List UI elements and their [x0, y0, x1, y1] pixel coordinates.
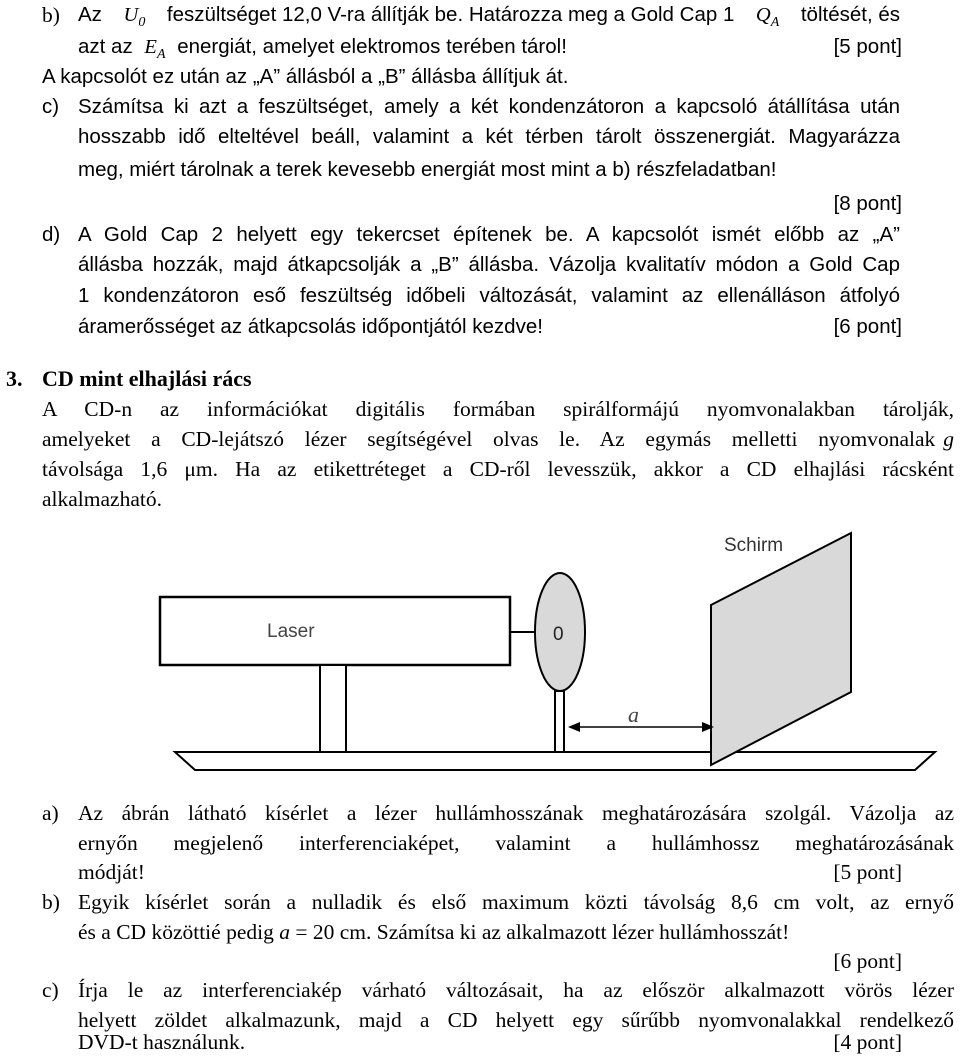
- question-a-line-2: ernyőn megjelenő interferenciaképet, valamint a hullámhossz meghatározásának: [78, 831, 954, 855]
- screen-label: Schirm: [724, 535, 784, 556]
- part-b-text-d: azt az: [78, 35, 133, 58]
- question-b-points: [6 pont]: [833, 949, 902, 973]
- question-c-line-2: helyett zöldet alkalmazunk, majd a CD helyett egy sűrűbb nyomvonalakkal rendelkező: [78, 1008, 954, 1032]
- optical-bench: [175, 752, 935, 770]
- voltage-symbol: $U_0$: [123, 4, 146, 31]
- intro-line-1: A CD-n az információkat digitális formában spirálformájú nyomvonalakban tárolják,: [42, 397, 954, 421]
- part-d-label: d): [42, 223, 61, 246]
- part-c-points: [8 pont]: [833, 192, 902, 215]
- part-b-text-e: energiát, amelyet elektromos terében tárol!: [177, 35, 567, 58]
- part-d-points: [6 pont]: [833, 315, 902, 338]
- question-c-line-3: DVD-t használunk.: [78, 1030, 246, 1054]
- part-c-line-1: Számítsa ki azt a feszültséget, amely a két kondenzátoron a kapcsoló átállítása után: [78, 95, 900, 118]
- question-b-line-1: Egyik kísérlet során a nulladik és első maximum közti távolság 8,6 cm volt, az ernyő: [78, 890, 954, 914]
- laser-label: Laser: [267, 621, 315, 642]
- intro-line-4: alkalmazható.: [42, 487, 162, 511]
- distance-label: a: [628, 702, 639, 727]
- intro-line-2: amelyeket a CD-lejátszó lézer segítségével olvas le. Az egymás melletti nyomvonalak: [42, 427, 936, 451]
- intro-line-3: távolsága 1,6 μm. Ha az etikettréteget a CD-ről levesszük, akkor a CD elhajlási rácsként: [42, 457, 954, 481]
- track-spacing-symbol: g: [943, 427, 954, 451]
- part-d-line-1: A Gold Cap 2 helyett egy tekercset építenek be. A kapcsolót ismét előbb az „A”: [78, 223, 900, 246]
- laser-body: [160, 597, 510, 665]
- part-d-line-2: állásba hozzák, majd átkapcsolják a „B” állásba. Vázolja kvalitatív módon a Gold Cap: [78, 253, 900, 276]
- part-b-label: b): [42, 3, 60, 27]
- question-a-line-3: módját!: [78, 860, 145, 884]
- part-b-text-b: feszültséget 12,0 V-ra állítják be. Határozza meg a Gold Cap 1: [166, 3, 735, 26]
- switch-instruction: A kapcsolót ez után az „A” állásból a „B” állásba állítjuk át.: [42, 65, 569, 88]
- section-number: 3.: [6, 366, 23, 391]
- question-b-line-2: [78, 917, 960, 947]
- part-c-line-3: meg, miért tárolnak a terek kevesebb energiát most mint a b) részfeladatban!: [78, 158, 777, 181]
- laser-stand: [320, 665, 346, 752]
- question-c-line-1: Írja le az interferenciakép várható változásait, ha az először alkalmazott vörös lézer: [78, 978, 954, 1002]
- section-title: CD mint elhajlási rács: [42, 366, 252, 391]
- part-c-line-2: hosszabb idő elteltével beáll, valamint a két térben tárolt összenergiát. Magyarázza: [78, 125, 900, 148]
- question-b-label: b): [42, 890, 60, 914]
- distance-arrow-left-head: [568, 722, 580, 732]
- charge-symbol: $Q_A$: [755, 4, 780, 31]
- question-c-label: c): [42, 978, 59, 1002]
- distance-symbol: a: [279, 920, 290, 944]
- question-a-points: [5 pont]: [833, 860, 902, 884]
- part-b-text-c: töltését, és: [800, 3, 900, 26]
- part-d-line-3: 1 kondenzátoron eső feszültség időbeli változását, valamint az ellenálláson átfolyó: [78, 284, 900, 307]
- part-b-points: [5 pont]: [833, 35, 902, 58]
- question-a-label: a): [42, 801, 59, 825]
- question-b-text-1: és a CD közöttié pedig: [78, 920, 274, 944]
- question-b-text-2: = 20 cm. Számítsa ki az alkalmazott lézer hullámhosszát!: [295, 920, 790, 944]
- screen: [711, 533, 851, 765]
- question-a-line-1: Az ábrán látható kísérlet a lézer hullámhosszának meghatározására szolgál. Vázolja az: [78, 801, 954, 825]
- cd-stand: [555, 691, 564, 752]
- cd-center-label: 0: [553, 624, 564, 645]
- part-b-text-a: Az: [78, 3, 102, 26]
- question-c-points: [4 pont]: [833, 1030, 902, 1054]
- energy-symbol: $E_A$: [144, 36, 166, 63]
- part-c-label: c): [42, 95, 60, 118]
- part-d-line-4: áramerősséget az átkapcsolás időpontjától kezdve!: [78, 315, 543, 338]
